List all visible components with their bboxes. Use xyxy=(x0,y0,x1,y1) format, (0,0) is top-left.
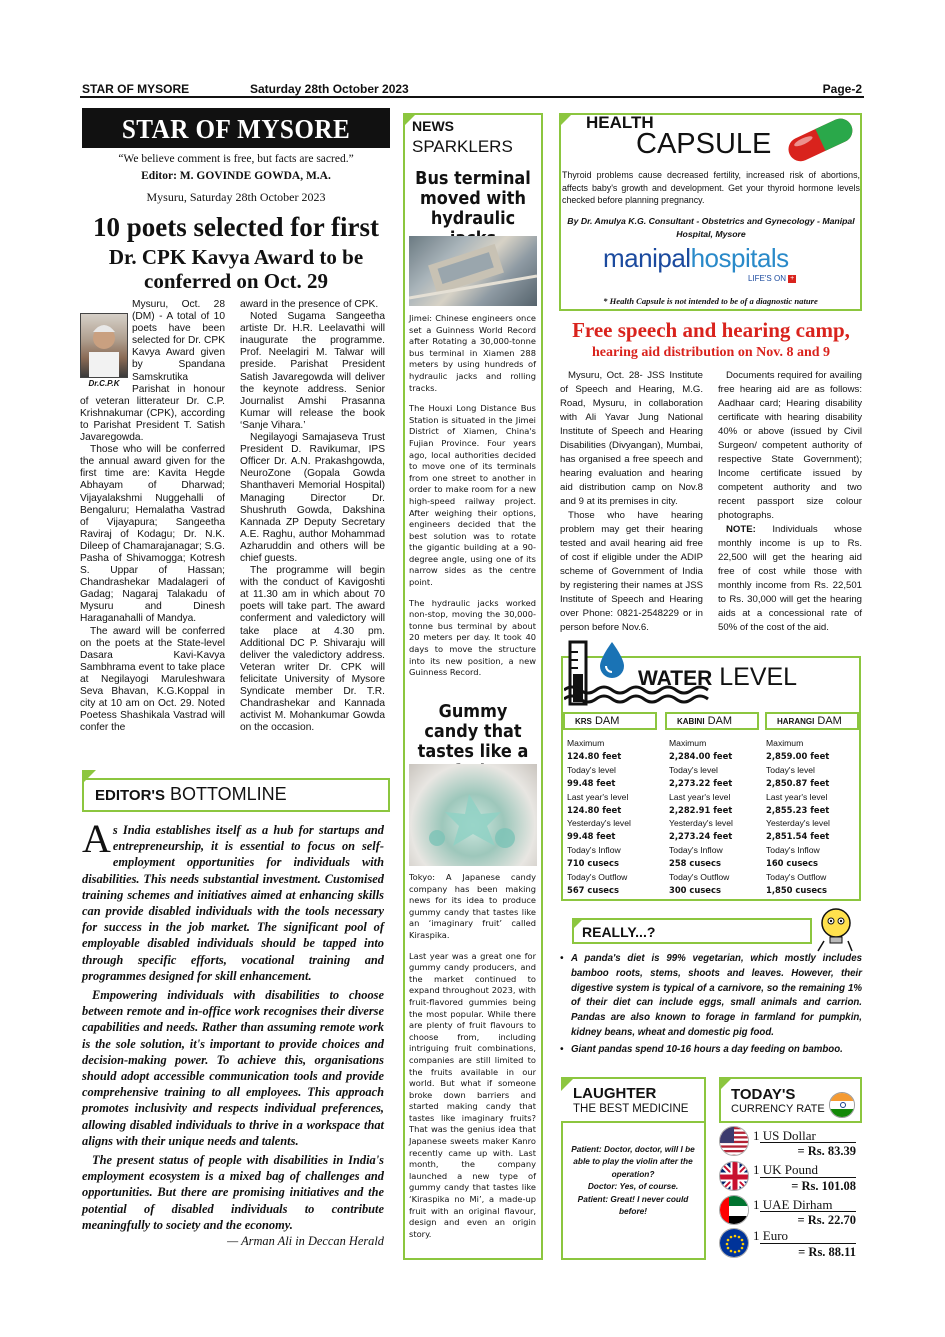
stat-value: 124.80 feet xyxy=(567,750,622,761)
lead-paragraph: Negilayogi Samajaseva Trust President D. Ravikumar, IPS Officer Dr. A.N. Prakashgowda, NeuroZone (Gopala Gowda Shanthaveri Memorial Hospital) Managing Director Dr. Shushruth Gowda, Dakshina Kannada ZP Deputy Secretary A.E. Raghu, author Mohammad Azharuddin and others will be chief guests. xyxy=(240,432,385,564)
stat-label: Today's level xyxy=(567,764,616,775)
manipal-logo-part1: manipal xyxy=(603,243,691,273)
poet-photo-caption: Dr.C.P.K xyxy=(88,379,120,388)
uk-flag-icon xyxy=(719,1161,749,1191)
really-bullet xyxy=(558,1043,862,1058)
lead-subheadline: Dr. CPK Kavya Award to be conferred on Oct. 29 xyxy=(108,245,364,293)
sparklers-label: SPARKLERS xyxy=(412,137,513,156)
stat-value: 2,282.91 feet xyxy=(669,804,733,815)
us-flag-icon xyxy=(719,1126,749,1156)
sparkler-paragraph: Last year was a great one for gummy candy producers, and the market continued to expand throughout 2023, with fruit-flavored gummies being the most popular. While there are plenty of fruit flavours to choose from, including intriguing fruit combinations, companies are still limited to the fruits available in our world. But what if someone broke down barriers and started making candy that tastes like imaginary fruits? That was the genius idea that Japanese sweets maker Kanro recently came up with. Last month, the company launched a new type of gummy candy that tastes like ‘Kiraspika no Mi’, a made-up fruit with an original flavour, design and even an origin story. xyxy=(409,950,536,1239)
stat-label: Maximum xyxy=(669,738,707,748)
really-bullet-text: A panda's diet is 99% vegetarian, which mostly includes bamboo roots, stems, shoots and leaves. However, their digestive system is typical of a carnivore, so the remaining 1% of their diet can include eggs, small animals and carrion. Pandas are also known to forage in farmland for pumpkin, kidney beans, wheat and domestic pig food. xyxy=(571,953,862,1038)
currency-value: = Rs. 22.70 xyxy=(760,1211,856,1228)
lead-paragraph: Those who will be conferred the annual award given for the first time are: Kavita Hegde Abhayam of Dharwad; Vijayalakshmi Nuggehalli of Bengaluru; Hemalatha Vastrad of Vijayapura; Sangeetha Raviraj of Kodagu; Dr. N.K. Dileep of Chamarajanagar; S.G. Pasha of Shivamogga; Kotresh S. Uppar of Hassan; Chandrashekar Madalageri of Gadag; Nagaraj Talakadu of Mysuru and Dinesh Haraganahalli of Mandya. xyxy=(80,444,225,625)
bullet-icon: • xyxy=(560,953,564,964)
manipal-tagline-text: LIFE'S ON xyxy=(748,274,786,283)
really-text xyxy=(558,952,862,1058)
dam-name: DAM xyxy=(594,715,620,727)
stat-value: 99.48 feet xyxy=(567,777,616,788)
currency-value: = Rs. 83.39 xyxy=(760,1142,856,1159)
stat-value: 2,273.22 feet xyxy=(669,777,733,788)
stat-label: Today's Outflow xyxy=(567,872,628,883)
stat-label: Today's level xyxy=(669,764,718,775)
dam-tab-krs xyxy=(563,712,657,730)
plus-icon: + xyxy=(790,274,795,282)
stat-value: 258 cusecs xyxy=(669,858,721,869)
camp-note-text: Individuals whose monthly income is up to Rs. 22,500 will get the hearing aid free of cost while those with monthly income from Rs. 22,501 to Rs. 30,000 will get the hearing aids at a concessional rate of 50% of the cost of the aid. xyxy=(718,524,862,633)
stat-value: 2,284.00 feet xyxy=(669,750,733,761)
masthead-motto: “We believe comment is free, but facts are sacred.” xyxy=(118,153,354,165)
camp-note-label: NOTE: xyxy=(726,524,756,535)
dam-name-bold: KABINI xyxy=(677,717,705,726)
sparkler-story-1 xyxy=(409,313,536,688)
lead-paragraph: Mysuru, Oct. 28 (DM) - A total of 10 poets have been selected for Dr. CPK Kavya Award given by Spandana Samskrutika Parishat in honour of veteran litterateur Dr. C.P. Krishnakumar (CPK), according to Parishat President T. Satish Javaregowda. xyxy=(80,299,225,444)
currency-label-bold: TODAY'S xyxy=(731,1086,796,1103)
dam-stats-krs xyxy=(567,737,662,897)
stat-value: 2,850.87 feet xyxy=(766,777,830,788)
water-label: LEVEL xyxy=(719,663,798,691)
stat-value: 2,859.00 feet xyxy=(766,750,830,761)
stat-label: Maximum xyxy=(567,738,605,748)
laughter-joke: Patient: Doctor, doctor, will I be able to play the violin after the operation? Doctor: Yes, of course. Patient: Great! I never could before! xyxy=(571,1144,695,1217)
stat-value: 99.48 feet xyxy=(567,831,616,842)
stat-value: 124.80 feet xyxy=(567,804,622,815)
camp-paragraph: Documents required for availing free hearing aid are as follows: Aadhaar card; Hearing disability certificate with hearing disability 40% or above (issued by Civil Surgeon/ competent authority of respective State Government); Income certificate issued by competent authority and two recent passport size colour photographs. xyxy=(718,370,862,521)
editorial-credit: — Arman Ali in Deccan Herald xyxy=(227,1234,384,1249)
header-date: Saturday 28th October 2023 xyxy=(250,82,409,96)
photo-wrap-spacer xyxy=(80,299,132,389)
header-page-number: Page-2 xyxy=(822,82,862,96)
camp-column-1 xyxy=(560,369,703,635)
manipal-tagline xyxy=(748,274,796,283)
water-label-bold: WATER xyxy=(638,667,713,690)
stat-value: 2,855.23 feet xyxy=(766,804,830,815)
drop-cap: A xyxy=(82,816,111,861)
lead-column-1 xyxy=(80,299,225,734)
gummy-candy-image xyxy=(409,764,537,866)
corner-accent xyxy=(82,770,96,784)
label-light: BOTTOMLINE xyxy=(169,784,287,804)
health-note: * Health Capsule is not intended to be of a diagnostic nature xyxy=(603,296,818,306)
manipal-logo-part2: hospitals xyxy=(690,243,789,273)
currency-name: 1 UAE Dirham xyxy=(753,1197,833,1212)
stat-value: 300 cusecs xyxy=(669,884,721,895)
editorial-paragraph: Empowering individuals with disabilities to choose between remote and in-office work recognises their diverse capabilities and needs. Rather than assuming remote work is the sole solution, it's important to provide choices and decision-making power. To achieve this, organisations should adopt accessible communication tools and provide comprehensive training to all employees. This approach promotes inclusivity and respects individual preferences, allowing disabled individuals to thrive in a workspace that aligns with their unique needs and talents. xyxy=(82,988,384,1148)
stat-value: 2,851.54 feet xyxy=(766,831,830,842)
dam-stats-kabini xyxy=(669,737,764,897)
dam-name: DAM xyxy=(817,715,842,727)
stat-label: Today's Inflow xyxy=(567,845,621,856)
stat-label: Last year's level xyxy=(766,791,828,802)
health-label: CAPSULE xyxy=(636,128,772,160)
currency-value: = Rs. 101.08 xyxy=(760,1177,856,1194)
masthead-title: STAR OF MYSORE xyxy=(121,114,351,144)
bulb-character-icon xyxy=(812,905,858,953)
stat-label: Today's Outflow xyxy=(669,872,730,883)
sparkler-paragraph: Jimei: Chinese engineers once set a Guinness World Record after Rotating a 30,000-tonne bus terminal in Xiamen 288 meters by using hundreds of hydraulic jacks and rolling tracks. xyxy=(409,313,536,393)
bullet-icon: • xyxy=(560,1043,564,1055)
gummy-candy-photo xyxy=(409,764,537,866)
dam-name-bold: KRS xyxy=(575,717,592,726)
uae-flag-icon xyxy=(719,1195,749,1225)
sparkler-story-2 xyxy=(409,872,536,1249)
camp-column-2 xyxy=(718,369,862,635)
water-level-title xyxy=(638,663,797,693)
editorial-paragraph: The present status of people with disabilities in India's employment ecosystem is a mixed bag of challenges and opportunities. But there are promising initiatives and the potential of disabled individuals to contribute meaningfully to society and the economy. xyxy=(82,1153,384,1232)
stat-value: 160 cusecs xyxy=(766,858,818,869)
health-byline: By Dr. Amulya K.G. Consultant - Obstetrics and Gynecology - Manipal Hospital, Mysore xyxy=(567,216,855,239)
page-header xyxy=(80,80,864,98)
stat-label: Today's level xyxy=(766,764,815,775)
lead-paragraph: Noted Sugama Sangeetha artiste Dr. H.R. Leelavathi will inaugurate the programme. Prof. Neelagiri M. Talwar will preside. Parishat President Satish Javaregowda will deliver the keynote address. Senior Journalist Amshi Prasanna Kumar will release the book ‘Sanje Vihara.’ xyxy=(240,311,385,431)
health-text: Thyroid problems cause decreased fertility, increased risk of abortions, affects baby's growth and development. Get your thyroid hormone levels checked before planning pregnancy. xyxy=(562,170,860,206)
really-label: REALLY...? xyxy=(582,924,656,940)
currency-label: CURRENCY RATE xyxy=(731,1103,825,1115)
sparklers-label-bold: NEWS xyxy=(412,118,454,134)
masthead-editor: Editor: M. GOVINDE GOWDA, M.A. xyxy=(141,170,331,182)
stat-label: Last year's level xyxy=(669,791,731,802)
laughter-label: THE BEST MEDICINE xyxy=(573,1103,689,1115)
stat-label: Today's Inflow xyxy=(766,845,820,856)
label-bold: EDITOR'S xyxy=(95,787,165,804)
capsule-icon xyxy=(778,114,862,164)
masthead-banner xyxy=(82,108,390,148)
header-paper-name: STAR OF MYSORE xyxy=(82,82,190,96)
stat-value: 567 cusecs xyxy=(567,884,619,895)
lead-paragraph: The programme will begin with the conduct of Kavigoshti at 11.30 am in which about 70 poets will take part. The award conferment and valedictory will take place at 4.30 pm. Additional DC P. Shivaraju will deliver the valedictory address. Veteran writer Dr. CPK will felicitate University of Mysore Syndicate member Dr. T.R. Chandrashekar and Kannada activist M. Mohankumar Gowda on the occasion. xyxy=(240,565,385,734)
dam-tab-harangi xyxy=(765,712,859,730)
laughter-label-bold: LAUGHTER xyxy=(573,1085,657,1102)
camp-paragraph: Mysuru, Oct. 28- JSS Institute of Speech and Hearing, M.G. Road, Mysuru, in collaboration with Ali Yavar Jung National Institute of Speech and Hearing Disabilities (Divyangan), Mumbai, has organised a free speech and hearing evaluation and hearing aid distribution camp on Nov.8 and 9 at its premises in city. xyxy=(560,370,703,507)
stat-label: Last year's level xyxy=(567,791,629,802)
editors-bottomline-label xyxy=(95,784,287,805)
corner-accent xyxy=(559,113,573,127)
camp-headline: Free speech and hearing camp, xyxy=(572,318,850,342)
currency-value: = Rs. 88.11 xyxy=(760,1243,856,1260)
sparkler-headline-1: Bus terminal moved with hydraulic xyxy=(415,169,531,229)
masthead-dateline: Mysuru, Saturday 28th October 2023 xyxy=(146,190,326,204)
currency-name: 1 Euro xyxy=(753,1228,789,1243)
lead-paragraph: The award will be conferred on the poets at the State-level Dasara Kavi-Kavya Sambhrama event to take place at Negilayogi Maruleshwara Seva Bhavan, K.G.Koppal in city at 10 am on Oct. 29. Noted Poetess Shashikala Vastrad will confer the xyxy=(80,625,225,734)
editorial-body xyxy=(82,816,384,1249)
stat-label: Yesterday's level xyxy=(669,818,733,829)
water-drop-icon xyxy=(596,640,628,680)
editorial-paragraph: s India establishes itself as a hub for startups and entrepreneurship, it is essential to focus on self-employment opportunities for individuals with disabilities. This needs substantial investment. Customised training schemes and initiatives aimed at enhancing skills can provide disabled individuals with the tools necessary for success in the job market. The significant pool of employable disabled individuals should be tapped into through specific efforts, vocational training and programmes designed for skill enhancement. xyxy=(82,823,384,983)
lead-column-2 xyxy=(240,299,385,734)
sparkler-paragraph: The Houxi Long Distance Bus Station is situated in the Jimei District of Xiamen, China's Fujian Province. Four years ago, local authorities decided to move one of its terminals from one street to another in order to make room for a new high-speed railway project. After weighing their options, engineers decided that the best solution was to rotate the gigantic building at a 90-degree angle, using one of its narrow sides as the centre point. xyxy=(409,403,536,588)
camp-paragraph: Those who have hearing problem may get their hearing tested and avail hearing aid free of cost if eligible under the ADIP scheme of Government of India by registering their names at JSS Institute of Speech and Hearing over Phone: 0821-2548229 or in person before Nov.6. xyxy=(560,510,703,633)
really-bullet-text: Giant pandas spend 10-16 hours a day feeding on bamboo. xyxy=(571,1043,843,1055)
stat-value: 2,273.24 feet xyxy=(669,831,733,842)
bus-terminal-photo xyxy=(409,236,537,306)
stat-label: Yesterday's level xyxy=(766,818,830,829)
currency-name: 1 US Dollar xyxy=(753,1128,816,1143)
camp-subheadline: hearing aid distribution on Nov. 8 and 9 xyxy=(591,345,831,360)
stat-label: Maximum xyxy=(766,738,804,748)
dam-tab-kabini xyxy=(665,712,759,730)
lead-headline: 10 poets selected for first xyxy=(93,212,379,242)
sparkler-headline-2: Gummy candy that tastes like a xyxy=(417,702,529,762)
health-label-bold: HEALTH xyxy=(586,113,654,132)
sparkler-paragraph: The hydraulic jacks worked non-stop, moving the 30,000-tonne bus terminal by about 20 meters per day. It took 40 days to move the structure into its new position, a new Guinness Record. xyxy=(409,597,536,678)
really-bullet xyxy=(558,952,862,1041)
stat-label: Today's Outflow xyxy=(766,872,827,883)
stat-value: 1,850 cusecs xyxy=(766,884,827,895)
currency-name: 1 UK Pound xyxy=(753,1162,819,1177)
stat-label: Today's Inflow xyxy=(669,845,723,856)
dam-name-bold: HARANGI xyxy=(777,717,815,726)
dam-name: DAM xyxy=(707,715,733,727)
dam-stats-harangi xyxy=(766,737,861,897)
sparkler-paragraph: Tokyo: A Japanese candy company has been making news for its idea to produce gummy candy that tastes like an ‘imaginary fruit’ called Kiraspika. xyxy=(409,872,536,940)
eu-flag-icon xyxy=(719,1228,749,1258)
lead-paragraph: award in the presence of CPK. xyxy=(240,299,379,310)
bus-terminal-image xyxy=(409,236,537,306)
stat-label: Yesterday's level xyxy=(567,818,631,829)
manipal-logo xyxy=(603,243,789,274)
india-flag-icon xyxy=(829,1092,855,1118)
stat-value: 710 cusecs xyxy=(567,858,619,869)
